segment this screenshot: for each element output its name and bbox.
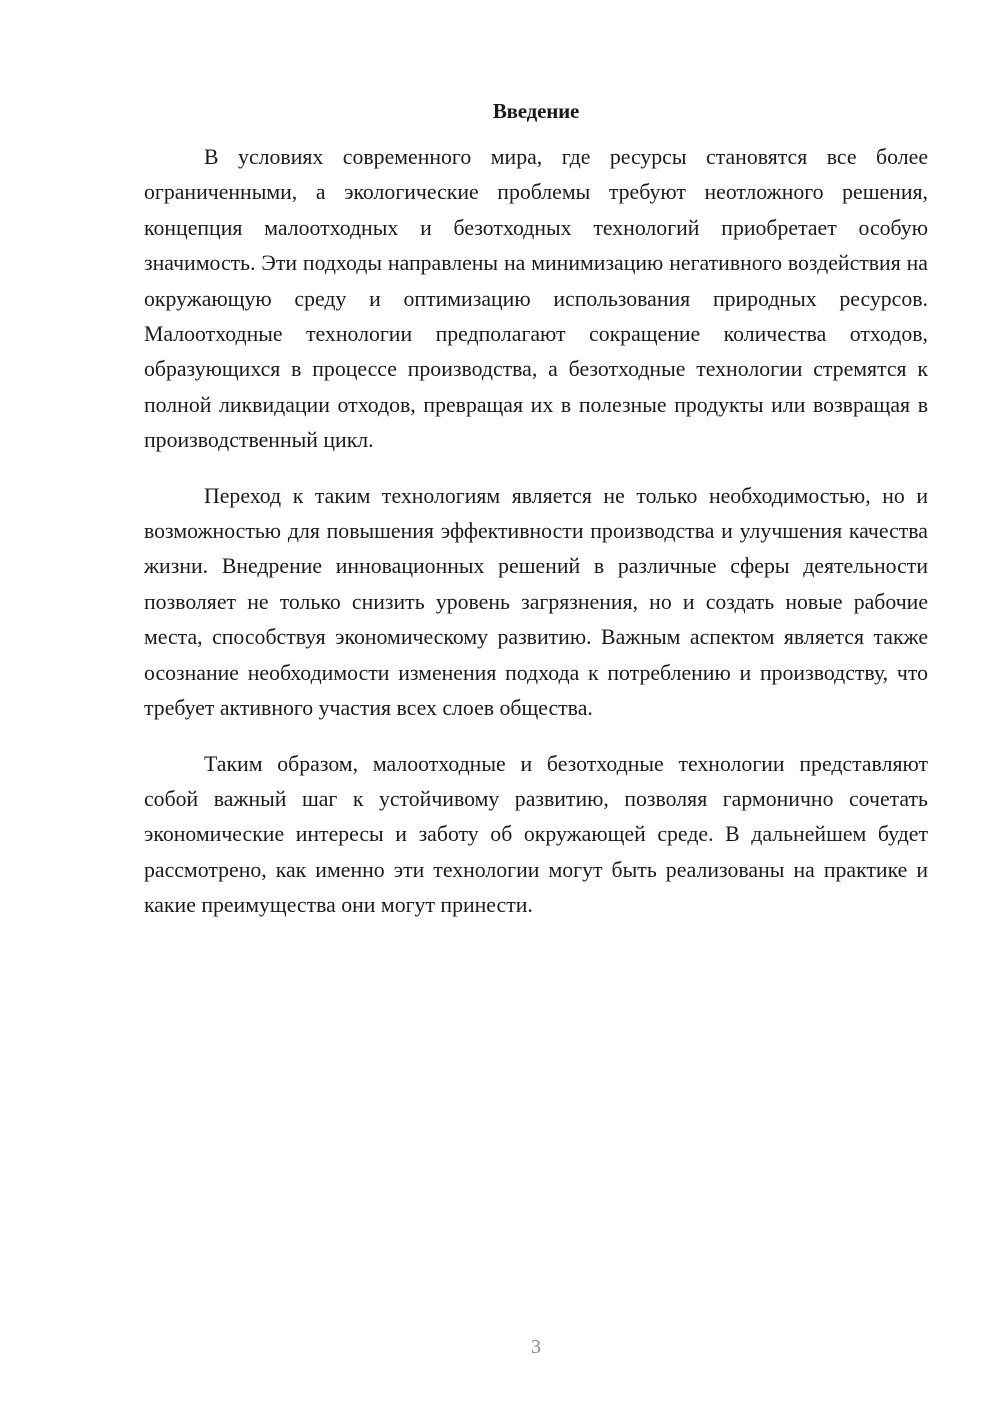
section-title: Введение [492,99,580,123]
paragraph-3: Таким образом, малоотходные и безотходные технологии представляют собой важный шаг к устойчивому развитию, позволяя гармонично сочетать экономические интересы и заботу об окружающей среде. В дальнейшем будет рассмотрено, как именно эти технологии могут быть реализованы на практике и какие преимущества они могут принести. [144,751,928,918]
paragraph-1: В условиях современного мира, где ресурсы становятся все более ограниченными, а экологические проблемы требуют неотложного решения, концепция малоотходных и безотходных технологий приобретает особую значимость. Эти подходы направлены на минимизацию негативного воздействия на окружающую среду и оптимизацию использования природных ресурсов. Малоотходные технологии предполагают сокращение количества отходов, образующихся в процессе производства, а безотходные технологии стремятся к полной ликвидации отходов, превращая их в полезные продукты или возвращая в производственный цикл. [144,145,928,453]
page-content [144,96,928,944]
paragraph-2: Переход к таким технологиям является не только необходимостью, но и возможностью для повышения эффективности производства и улучшения качества жизни. Внедрение инновационных решений в различные сферы деятельности позволяет не только снизить уровень загрязнения, но и создать новые рабочие места, способствуя экономическому развитию. Важным аспектом является также осознание необходимости изменения подхода к потреблению и производству, что требует активного участия всех слоев общества. [144,483,928,721]
page-number: 3 [531,1336,541,1358]
